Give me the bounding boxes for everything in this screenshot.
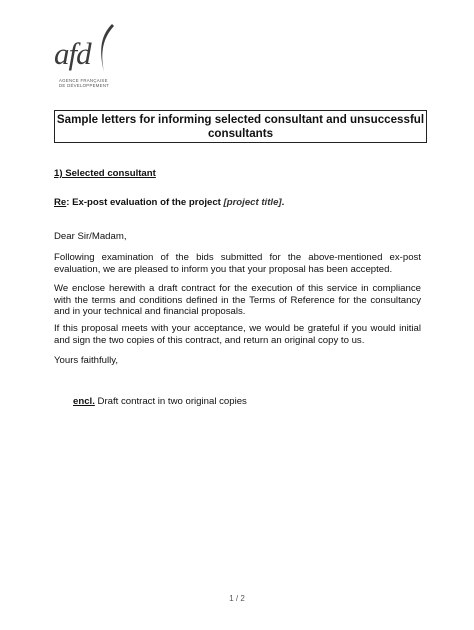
section-heading: 1) Selected consultant bbox=[54, 168, 156, 179]
logo-swoosh-icon bbox=[92, 22, 118, 74]
logo-line-agency: AGENCE FRANÇAISE bbox=[59, 78, 108, 83]
logo-wordmark: afd bbox=[54, 36, 91, 71]
enclosure-line bbox=[73, 396, 413, 408]
document-title: Sample letters for informing selected consultant and unsuccessful consultants bbox=[54, 110, 427, 143]
logo-line-development: DE DÉVELOPPEMENT bbox=[59, 83, 110, 88]
paragraph: If this proposal meets with your acceptance, we would be grateful if you would initial and sign the two copies of this contract, and return an original copy to us. bbox=[54, 323, 421, 346]
page-number: 1 / 2 bbox=[229, 594, 245, 603]
enclosure-label: encl. bbox=[73, 396, 95, 407]
re-line bbox=[54, 197, 421, 209]
paragraph: Following examination of the bids submitted for the above-mentioned ex-post evaluation, we are pleased to inform you that your proposal has been accepted. bbox=[54, 252, 421, 275]
re-subject: : Ex-post evaluation of the project bbox=[66, 197, 224, 208]
closing: Yours faithfully, bbox=[54, 355, 118, 366]
enclosure-text: Draft contract in two original copies bbox=[94, 396, 247, 407]
paragraph: We enclose herewith a draft contract for the execution of this service in compliance with the terms and conditions defined in the Terms of Reference for the consultancy and in your technical and financial proposals. bbox=[54, 283, 421, 318]
salutation: Dear Sir/Madam, bbox=[54, 231, 127, 242]
project-title-placeholder: [project title] bbox=[223, 197, 282, 208]
re-end: . bbox=[281, 197, 285, 208]
re-label: Re bbox=[54, 197, 67, 208]
afd-logo bbox=[54, 22, 124, 96]
